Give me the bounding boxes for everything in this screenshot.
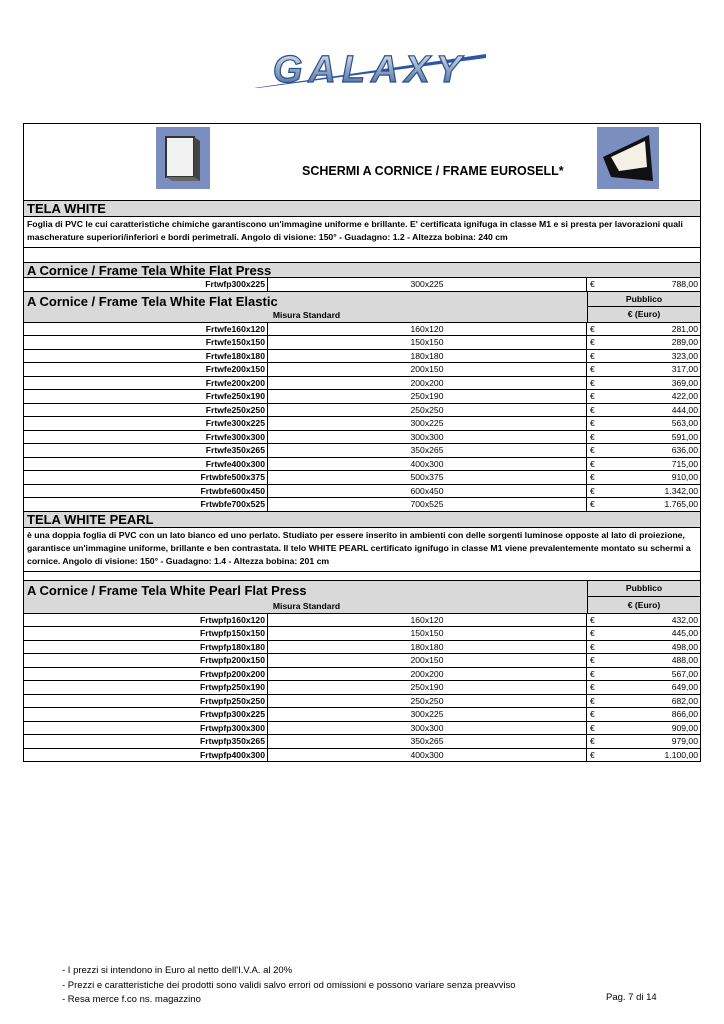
- currency-symbol: €: [590, 641, 595, 652]
- product-price: 488,00: [671, 655, 698, 665]
- product-price: 788,00: [671, 279, 698, 289]
- product-size: 200x200: [268, 668, 587, 681]
- product-size: 300x225: [268, 278, 587, 291]
- price-cell: [587, 458, 700, 471]
- table-row: [24, 681, 700, 695]
- product-price: 909,00: [671, 722, 698, 733]
- product-size: 150x150: [268, 336, 587, 349]
- product-code: Frtwpfp300x225: [24, 708, 268, 721]
- price-cell: [587, 641, 700, 654]
- product-size: 180x180: [268, 350, 587, 363]
- section-title-tela-white-pearl: TELA WHITE PEARL: [24, 512, 700, 528]
- product-size: 600x450: [268, 485, 587, 498]
- table-row: [24, 654, 700, 668]
- table-flat-elastic: [24, 323, 700, 512]
- table-row: [24, 485, 700, 499]
- table-row: [24, 363, 700, 377]
- product-price: 281,00: [671, 323, 698, 334]
- table-row: [24, 417, 700, 431]
- table-pearl-flat-press: [24, 614, 700, 763]
- currency-symbol: €: [590, 364, 595, 374]
- currency-symbol: €: [590, 628, 595, 638]
- product-size: 250x190: [268, 390, 587, 403]
- currency-symbol: €: [590, 736, 595, 746]
- price-cell: [587, 708, 700, 721]
- product-size: 350x265: [268, 735, 587, 748]
- product-size: 350x265: [268, 444, 587, 457]
- price-cell: [587, 390, 700, 403]
- measure-label: Misura Standard: [272, 309, 341, 320]
- product-code: Frtwfe200x200: [24, 377, 268, 390]
- price-cell: [587, 278, 700, 291]
- product-price: 317,00: [671, 364, 698, 374]
- spacer: [24, 572, 700, 581]
- currency-symbol: €: [590, 472, 595, 482]
- product-code: Frtwbfe700x525: [24, 498, 268, 511]
- product-code: Frtwfe250x190: [24, 390, 268, 403]
- price-cell: [587, 654, 700, 667]
- price-cell: [587, 485, 700, 498]
- product-code: Frtwfe300x225: [24, 417, 268, 430]
- product-size: 150x150: [268, 627, 587, 640]
- currency-symbol: €: [590, 279, 595, 289]
- currency-symbol: €: [590, 499, 595, 509]
- product-code: Frtwfe350x265: [24, 444, 268, 457]
- currency-label: € (Euro): [588, 307, 700, 322]
- price-cell: [587, 695, 700, 708]
- price-sheet: [23, 123, 701, 762]
- currency-symbol: €: [590, 485, 595, 496]
- product-code: Frtwbfe600x450: [24, 485, 268, 498]
- table-row: [24, 668, 700, 682]
- currency-symbol: €: [590, 749, 595, 760]
- footer-note: - Prezzi e caratteristiche dei prodotti sono validi salvo errori od omissioni e possono variare senza preavviso: [62, 979, 516, 991]
- currency-symbol: €: [590, 391, 595, 401]
- section-title-pearl-flat-press: A Cornice / Frame Tela White Pearl Flat Press: [27, 582, 307, 598]
- product-code: Frtwpfp160x120: [24, 614, 268, 627]
- table-row: [24, 390, 700, 404]
- price-label: Pubblico: [588, 292, 700, 308]
- price-cell: [587, 471, 700, 484]
- currency-symbol: €: [590, 337, 595, 347]
- product-size: 200x200: [268, 377, 587, 390]
- price-cell: [587, 404, 700, 417]
- product-price: 444,00: [671, 404, 698, 415]
- currency-symbol: €: [590, 709, 595, 719]
- page-title: SCHERMI A CORNICE / FRAME EUROSELL*: [302, 164, 564, 178]
- description-tela-white: Foglia di PVC le cui caratteristiche chimiche garantiscono un'immagine uniforme e brillante. E' certificata ignifuga in classe M1 e si presta per lavorazioni quali mascherature superiori/inferiori e bordi perimetrali. Angolo di visione: 150° - Guadagno: 1.2 - Altezza bobina: 240 cm: [24, 217, 700, 248]
- currency-symbol: €: [590, 682, 595, 692]
- measure-label: Misura Standard: [272, 600, 341, 611]
- product-size: 160x120: [268, 614, 587, 627]
- product-price: 369,00: [671, 377, 698, 388]
- product-price: 323,00: [671, 350, 698, 361]
- currency-symbol: €: [590, 722, 595, 733]
- spacer: [24, 248, 700, 263]
- table-row: [24, 444, 700, 458]
- table-row: [24, 350, 700, 364]
- product-price: 1.100,00: [664, 749, 698, 760]
- screen-corner-image: [597, 127, 659, 189]
- product-code: Frtwpfp200x200: [24, 668, 268, 681]
- table-row: [24, 627, 700, 641]
- product-code: Frtwfe400x300: [24, 458, 268, 471]
- banner: [24, 124, 700, 201]
- product-size: 500x375: [268, 471, 587, 484]
- product-code: Frtwfe180x180: [24, 350, 268, 363]
- table-row: [24, 336, 700, 350]
- table-row: [24, 377, 700, 391]
- currency-symbol: €: [590, 404, 595, 415]
- price-cell: [587, 627, 700, 640]
- price-cell: [587, 614, 700, 627]
- product-price: 289,00: [671, 337, 698, 347]
- currency-label: € (Euro): [588, 597, 700, 613]
- currency-symbol: €: [590, 350, 595, 361]
- product-price: 682,00: [671, 695, 698, 706]
- section-title-flat-press: A Cornice / Frame Tela White Flat Press: [24, 263, 700, 278]
- currency-symbol: €: [590, 655, 595, 665]
- product-price: 910,00: [671, 472, 698, 482]
- product-size: 300x225: [268, 417, 587, 430]
- price-cell: [587, 323, 700, 336]
- description-tela-white-pearl: è una doppia foglia di PVC con un lato bianco ed uno perlato. Studiato per essere inserito in ambienti con delle sorgenti luminose opposte al lato di proiezione, garantisce un'immagine uniforme, brillante e ben contrastata. Il telo WHITE PEARL certificato ignifugo in classe M1 viene prevalentemente montato su schermi a cornice. Angolo di visione: 150° - Guadagno: 1.4 - Altezza bobina: 201 cm: [24, 528, 700, 572]
- table-row: [24, 323, 700, 337]
- product-price: 636,00: [671, 445, 698, 455]
- product-code: Frtwfp300x225: [24, 278, 268, 291]
- product-code: Frtwpfp350x265: [24, 735, 268, 748]
- product-price: 563,00: [671, 418, 698, 428]
- table-row: [24, 614, 700, 628]
- product-price: 591,00: [671, 431, 698, 442]
- currency-symbol: €: [590, 445, 595, 455]
- table-row: [24, 749, 700, 763]
- price-cell: [587, 749, 700, 762]
- product-price: 649,00: [671, 682, 698, 692]
- product-price: 1.342,00: [664, 485, 698, 496]
- product-size: 400x300: [268, 458, 587, 471]
- price-cell: [587, 350, 700, 363]
- currency-symbol: €: [590, 431, 595, 442]
- header-pearl-flat-press: [24, 581, 700, 614]
- price-cell: [587, 336, 700, 349]
- price-cell: [587, 377, 700, 390]
- logo-text: GALAXY: [272, 49, 468, 91]
- product-size: 300x225: [268, 708, 587, 721]
- product-size: 250x250: [268, 695, 587, 708]
- product-price: 567,00: [671, 668, 698, 679]
- price-cell: [587, 735, 700, 748]
- product-code: Frtwfe250x250: [24, 404, 268, 417]
- price-cell: [587, 363, 700, 376]
- price-label: Pubblico: [588, 581, 700, 598]
- product-code: Frtwpfp400x300: [24, 749, 268, 762]
- header-flat-elastic: [24, 292, 700, 323]
- product-code: Frtwpfp200x150: [24, 654, 268, 667]
- currency-symbol: €: [590, 323, 595, 334]
- table-row: [24, 708, 700, 722]
- product-code: Frtwpfp180x180: [24, 641, 268, 654]
- table-row: [24, 404, 700, 418]
- galaxy-logo: [250, 48, 490, 93]
- product-size: 200x150: [268, 363, 587, 376]
- table-row: [24, 641, 700, 655]
- product-code: Frtwpfp250x190: [24, 681, 268, 694]
- product-size: 250x190: [268, 681, 587, 694]
- product-size: 400x300: [268, 749, 587, 762]
- section-title-tela-white: TELA WHITE: [24, 201, 700, 217]
- price-cell: [587, 431, 700, 444]
- footer-notes: [62, 964, 516, 1008]
- product-code: Frtwfe200x150: [24, 363, 268, 376]
- product-code: Frtwfe150x150: [24, 336, 268, 349]
- footer-note: - I prezzi si intendono in Euro al netto dell'I.V.A. al 20%: [62, 965, 293, 976]
- currency-symbol: €: [590, 668, 595, 679]
- product-code: Frtwfe160x120: [24, 323, 268, 336]
- table-row: [24, 471, 700, 485]
- product-size: 300x300: [268, 431, 587, 444]
- table-row: [24, 695, 700, 709]
- price-cell: [587, 668, 700, 681]
- product-price: 1.765,00: [664, 499, 698, 509]
- product-size: 700x525: [268, 498, 587, 511]
- product-price: 979,00: [671, 736, 698, 746]
- product-code: Frtwpfp250x250: [24, 695, 268, 708]
- price-cell: [587, 444, 700, 457]
- frame-screen-image: [156, 127, 210, 189]
- product-code: Frtwbfe500x375: [24, 471, 268, 484]
- product-price: 866,00: [671, 709, 698, 719]
- product-code: Frtwpfp300x300: [24, 722, 268, 735]
- table-row: [24, 458, 700, 472]
- table-row: [24, 278, 700, 292]
- price-cell: [587, 681, 700, 694]
- product-price: 432,00: [671, 614, 698, 625]
- currency-symbol: €: [590, 695, 595, 706]
- currency-symbol: €: [590, 614, 595, 625]
- table-flat-press: [24, 278, 700, 292]
- product-price: 715,00: [671, 458, 698, 469]
- currency-symbol: €: [590, 377, 595, 388]
- product-code: Frtwfe300x300: [24, 431, 268, 444]
- currency-symbol: €: [590, 458, 595, 469]
- table-row: [24, 735, 700, 749]
- section-title-flat-elastic: A Cornice / Frame Tela White Flat Elastic: [27, 293, 278, 309]
- footer-note: - Resa merce f.co ns. magazzino: [62, 994, 201, 1005]
- price-cell: [587, 722, 700, 735]
- page-number: Pag. 7 di 14: [606, 992, 657, 1003]
- table-row: [24, 722, 700, 736]
- product-size: 250x250: [268, 404, 587, 417]
- product-price: 445,00: [671, 628, 698, 638]
- product-price: 422,00: [671, 391, 698, 401]
- price-cell: [587, 498, 700, 511]
- currency-symbol: €: [590, 418, 595, 428]
- product-size: 180x180: [268, 641, 587, 654]
- product-size: 300x300: [268, 722, 587, 735]
- price-cell: [587, 417, 700, 430]
- table-row: [24, 498, 700, 512]
- product-price: 498,00: [671, 641, 698, 652]
- product-code: Frtwpfp150x150: [24, 627, 268, 640]
- table-row: [24, 431, 700, 445]
- product-size: 160x120: [268, 323, 587, 336]
- product-size: 200x150: [268, 654, 587, 667]
